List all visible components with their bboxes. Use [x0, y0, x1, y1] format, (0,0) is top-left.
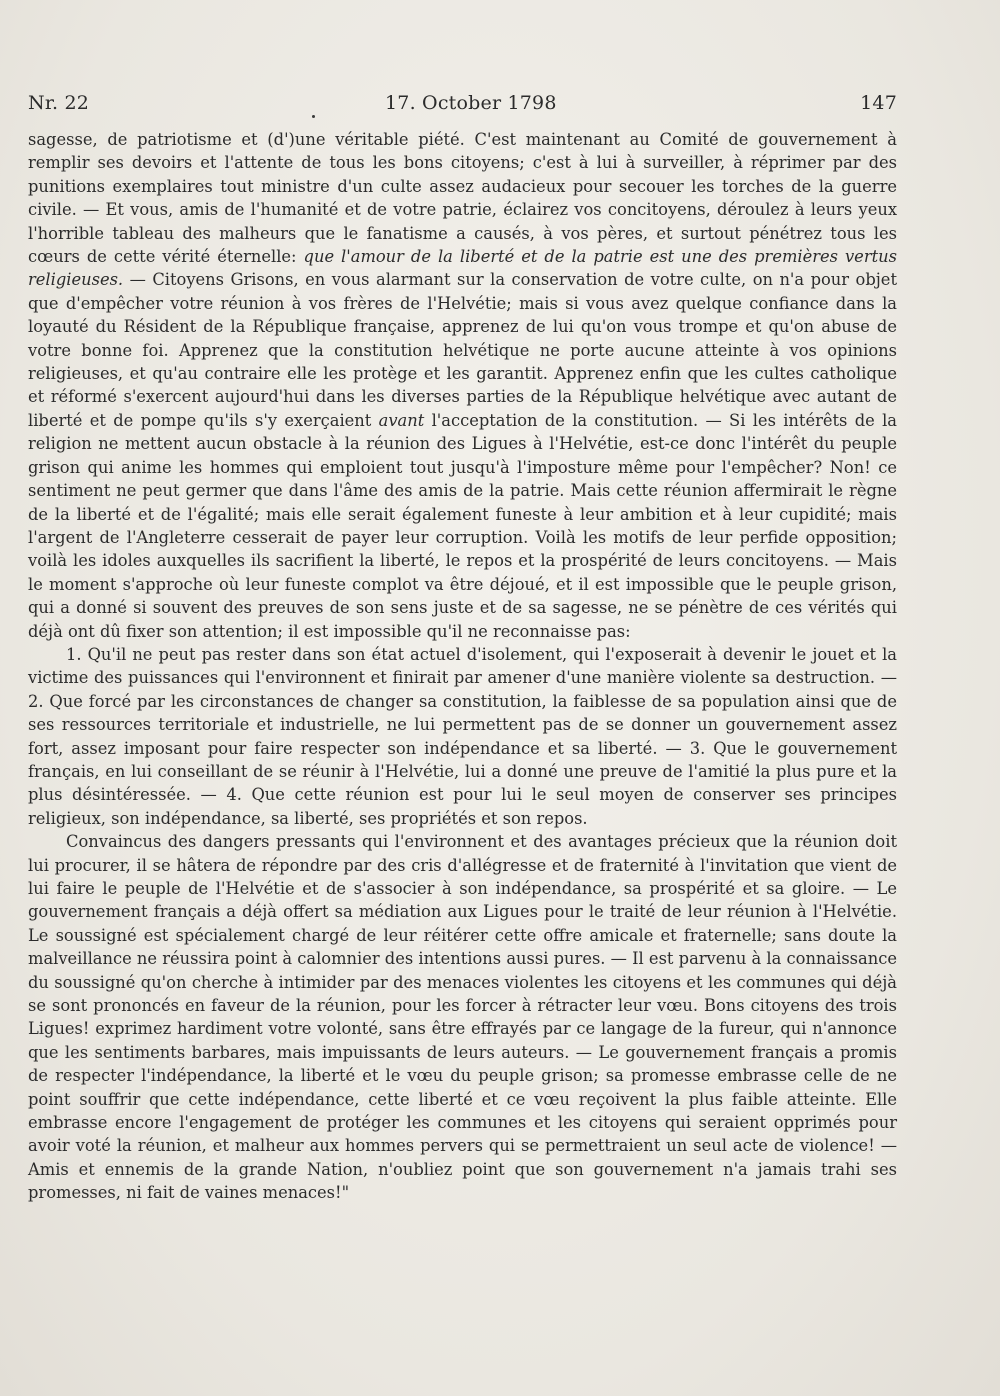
paragraph-1-text-a: sagesse, de patriotisme et (d')une véritable piété. C'est maintenant au Comité de gouvernement à remplir ses devoirs et l'attente de tous les bons citoyens; c'est à lui à surveiller, à réprimer par des punitions exemplaires tout ministre d'un culte assez audacieux pour secouer les torches de la guerre civile. — Et vous, amis de l'humanité et de votre patrie, éclairez vos concitoyens, déroulez à leurs yeux l'horrible tableau des malheurs que le fanatisme a causés, à vos pères, et surtout pénétrez tous les cœurs de cette vérité éternelle:	[28, 130, 897, 267]
running-header	[28, 92, 897, 118]
paragraph-2	[28, 643, 897, 830]
document-date: 17. October 1798	[385, 92, 557, 114]
paragraph-3-text: Convaincus des dangers pressants qui l'environnent et des avantages précieux que la réunion doit lui procurer, il se hâtera de répondre par des cris d'allégresse et de fraternité à l'invitation que vient de lui faire le peuple de l'Helvétie et de s'associer à son indépendance, sa prospérité et sa gloire. — Le gouvernement français a déjà offert sa médiation aux Ligues pour le traité de leur réunion à l'Helvétie. Le soussigné est spécialement chargé de leur réitérer cette offre amicale et fraternelle; sans doute la malveillance ne réussira point à calomnier des intentions aussi pures. — Il est parvenu à la connaissance du soussigné qu'on cherche à intimider par des menaces violentes les citoyens et les communes qui déjà se sont prononcés en faveur de la réunion, pour les forcer à rétracter leur vœu. Bons citoyens des trois Ligues! exprimez hardiment votre volonté, sans être effrayés par ce langage de la fureur, qui n'annonce que les sentiments barbares, mais impuissants de leurs auteurs. — Le gouvernement français a promis de respecter l'indépendance, la liberté et le vœu du peuple grison; sa promesse embrasse celle de ne point souffrir que cette indépendance, cette liberté et ce vœu reçoivent la plus faible atteinte. Elle embrasse encore l'engagement de protéger les communes et les citoyens qui seraient opprimés pour avoir voté la réunion, et malheur aux hommes pervers qui se permettraient un seul acte de violence! — Amis et ennemis de la grande Nation, n'oubliez point que son gouvernement n'a jamais trahi ses promesses, ni fait de vaines menaces!"	[28, 832, 897, 1203]
paragraph-2-text: 1. Qu'il ne peut pas rester dans son état actuel d'isolement, qui l'exposerait à devenir le jouet et la victime des puissances qui l'environnent et finirait par amener d'une manière violente sa destruction. — 2. Que forcé par les circonstances de changer sa constitution, la faiblesse de sa population ainsi que de ses ressources territoriale et industrielle, ne lui permettent pas de se donner un gouvernement assez fort, assez imposant pour faire respecter son indépendance et sa liberté. — 3. Que le gouvernement français, en lui conseillant de se réunir à l'Helvétie, lui a donné une preuve de l'amitié la plus pure et la plus désintéressée. — 4. Que cette réunion est pour lui le seul moyen de conserver ses principes religieux, son indépendance, sa liberté, ses propriétés et son repos.	[28, 644, 897, 828]
page-number: 147	[860, 92, 897, 114]
document-number: Nr. 22	[28, 92, 90, 114]
paragraph-1	[28, 128, 897, 643]
paragraph-1-text-b: — Citoyens Grisons, en vous alarmant sur la conservation de votre culte, on n'a pour objet que d'empêcher votre réunion à vos frères de l'Helvétie; mais si vous avez quelque confiance dans la loyauté du Résident de la République française, apprenez de lui qu'on vous trompe et qu'on abuse de votre bonne foi. Apprenez que la constitution helvétique ne porte aucune atteinte à vos opinions religieuses, et qu'au contraire elle les protège et les garantit. Apprenez enfin que les cultes catholique et réformé s'exercent aujourd'hui dans les diverses parties de la République helvétique avec autant de liberté et de pompe qu'ils s'y exerçaient	[28, 270, 897, 430]
body-text	[28, 128, 897, 1205]
paragraph-3	[28, 830, 897, 1205]
paragraph-1-text-c: l'acceptation de la constitution. — Si les intérêts de la religion ne mettent aucun obstacle à la réunion des Ligues à l'Helvétie, est-ce donc l'intérêt du peuple grison qui anime les hommes qui emploient tout jusqu'à l'imposture même pour l'empêcher? Non! ce sentiment ne peut germer que dans l'âme des amis de la patrie. Mais cette réunion affermirait le règne de la liberté et de l'égalité; mais elle serait également funeste à leur ambition et à leur cupidité; mais l'argent de l'Angleterre cesserait de payer leur corruption. Voilà les motifs de leur perfide opposition; voilà les idoles auxquelles ils sacrifient la liberté, le repos et la prospérité de leurs concitoyens. — Mais le moment s'approche où leur funeste complot va être déjoué, et il est impossible que le peuple grison, qui a donné si souvent des preuves de son sens juste et de sa sagesse, ne se pénètre de ces vérités qui déjà ont dû fixer son attention; il est impossible qu'il ne reconnaisse pas:	[28, 410, 897, 641]
ink-speck	[312, 115, 315, 118]
paragraph-1-italic-avant: avant	[378, 410, 425, 430]
paragraph-1-italic-maxim: que l'amour de la liberté et de la patrie est une des premières vertus religieuses.	[28, 247, 897, 290]
